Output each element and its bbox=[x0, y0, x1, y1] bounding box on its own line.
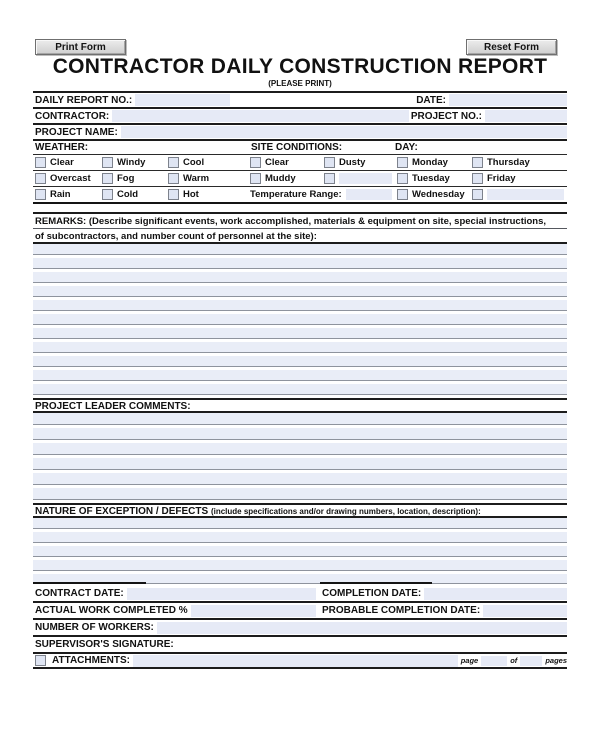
checkbox-site-other[interactable] bbox=[322, 173, 395, 184]
checkbox-site-dusty[interactable]: Dusty bbox=[322, 157, 395, 168]
contractor-label: CONTRACTOR: bbox=[35, 110, 110, 122]
actual-work-label: ACTUAL WORK COMPLETED % bbox=[35, 605, 188, 616]
completion-date-label: COMPLETION DATE: bbox=[322, 588, 422, 599]
row-project-name bbox=[33, 125, 567, 141]
row-spacer bbox=[230, 94, 414, 106]
exceptions-last-line[interactable] bbox=[33, 574, 567, 584]
exceptions-line[interactable] bbox=[33, 546, 567, 557]
checkbox-weather-windy[interactable]: Windy bbox=[100, 157, 166, 168]
temperature-range-label: Temperature Range: bbox=[250, 189, 342, 200]
checkbox-site-muddy[interactable]: Muddy bbox=[248, 173, 322, 184]
checkbox-icon[interactable] bbox=[250, 157, 261, 168]
page-title: CONTRACTOR DAILY CONSTRUCTION REPORT bbox=[52, 55, 548, 78]
checkbox-weather-hot[interactable]: Hot bbox=[166, 189, 248, 200]
comments-line[interactable] bbox=[33, 413, 567, 425]
attachments-checkbox-icon[interactable] bbox=[35, 655, 46, 666]
contract-date-label: CONTRACT DATE: bbox=[35, 588, 124, 599]
site-other-field[interactable] bbox=[339, 173, 392, 184]
attachments-label: ATTACHMENTS: bbox=[52, 655, 130, 666]
exceptions-lines bbox=[33, 518, 567, 584]
checkbox-icon[interactable] bbox=[324, 157, 335, 168]
remarks-line[interactable] bbox=[33, 314, 567, 325]
checkbox-day-monday[interactable]: Monday bbox=[395, 157, 470, 168]
daily-report-no-label: DAILY REPORT NO.: bbox=[35, 94, 133, 106]
of-word: of bbox=[510, 656, 518, 665]
exceptions-header-detail: (include specifications and/or drawing numbers, location, description): bbox=[210, 507, 481, 516]
pages-word: pages bbox=[545, 656, 567, 665]
checkbox-icon[interactable] bbox=[35, 173, 46, 184]
attachments-field[interactable] bbox=[133, 655, 458, 667]
exceptions-header-main: NATURE OF EXCEPTION / DEFECTS bbox=[35, 506, 211, 517]
comments-lines bbox=[33, 413, 567, 500]
underline-segment bbox=[33, 582, 146, 584]
checkbox-weather-cool[interactable]: Cool bbox=[166, 157, 248, 168]
remarks-header-line1: REMARKS: (Describe significant events, work accomplished, materials & equipment on site, special instructions, bbox=[33, 214, 567, 229]
checkbox-day-wednesday[interactable]: Wednesday bbox=[395, 189, 470, 200]
checkbox-icon[interactable] bbox=[324, 173, 335, 184]
weather-header: WEATHER: bbox=[35, 142, 89, 153]
completion-date-field[interactable] bbox=[424, 588, 567, 600]
checkbox-icon[interactable] bbox=[102, 189, 113, 200]
condition-row-2 bbox=[33, 171, 567, 187]
checkbox-weather-warm[interactable]: Warm bbox=[166, 173, 248, 184]
project-no-label: PROJECT NO.: bbox=[410, 110, 482, 122]
row-actual-work bbox=[33, 603, 567, 620]
comments-line[interactable] bbox=[33, 458, 567, 470]
checkbox-icon[interactable] bbox=[168, 157, 179, 168]
probable-completion-field[interactable] bbox=[483, 605, 567, 617]
row-daily-report bbox=[33, 93, 567, 109]
contract-date-field[interactable] bbox=[127, 588, 316, 600]
comments-line[interactable] bbox=[33, 443, 567, 455]
exceptions-line[interactable] bbox=[33, 518, 567, 529]
page-word: page bbox=[460, 656, 479, 665]
remarks-line[interactable] bbox=[33, 356, 567, 367]
checkbox-icon[interactable] bbox=[102, 157, 113, 168]
number-workers-field[interactable] bbox=[157, 622, 567, 634]
supervisor-signature-field[interactable] bbox=[177, 639, 567, 651]
row-supervisor-signature bbox=[33, 637, 567, 654]
section-gap bbox=[33, 204, 567, 212]
total-pages-field[interactable] bbox=[520, 656, 542, 666]
checkbox-day-tuesday[interactable]: Tuesday bbox=[395, 173, 470, 184]
checkbox-weather-fog[interactable]: Fog bbox=[100, 173, 166, 184]
remarks-line[interactable] bbox=[33, 328, 567, 339]
project-no-field[interactable] bbox=[485, 110, 567, 122]
checkbox-icon[interactable] bbox=[168, 173, 179, 184]
row-contractor bbox=[33, 109, 567, 125]
checkbox-icon[interactable] bbox=[35, 189, 46, 200]
probable-completion-label: PROBABLE COMPLETION DATE: bbox=[322, 605, 481, 616]
number-workers-label: NUMBER OF WORKERS: bbox=[35, 622, 154, 633]
checkbox-day-thursday[interactable]: Thursday bbox=[470, 157, 567, 168]
remarks-line[interactable] bbox=[33, 258, 567, 269]
row-attachments bbox=[33, 654, 567, 669]
checkbox-icon[interactable] bbox=[35, 157, 46, 168]
day-other-field[interactable] bbox=[487, 189, 564, 200]
remarks-line[interactable] bbox=[33, 384, 567, 395]
comments-header: PROJECT LEADER COMMENTS: bbox=[33, 398, 567, 413]
remarks-line[interactable] bbox=[33, 300, 567, 311]
row-condition-headers bbox=[33, 141, 567, 155]
contractor-field[interactable] bbox=[112, 110, 409, 122]
checkbox-weather-overcast[interactable]: Overcast bbox=[33, 173, 100, 184]
remarks-line[interactable] bbox=[33, 370, 567, 381]
remarks-lines bbox=[33, 244, 567, 395]
checkbox-weather-rain[interactable]: Rain bbox=[33, 189, 100, 200]
condition-row-3 bbox=[33, 187, 567, 204]
checkbox-icon[interactable] bbox=[102, 173, 113, 184]
project-name-label: PROJECT NAME: bbox=[35, 126, 118, 138]
remarks-header-line2: of subcontractors, and number count of personnel at the site): bbox=[33, 229, 567, 244]
checkbox-icon[interactable] bbox=[397, 173, 408, 184]
remarks-line[interactable] bbox=[33, 286, 567, 297]
remarks-line[interactable] bbox=[33, 342, 567, 353]
exceptions-header bbox=[33, 503, 567, 518]
site-conditions-header: SITE CONDITIONS: bbox=[251, 142, 343, 153]
checkbox-icon[interactable] bbox=[168, 189, 179, 200]
comments-line[interactable] bbox=[33, 428, 567, 440]
remarks-section bbox=[33, 212, 567, 244]
checkbox-icon[interactable] bbox=[250, 173, 261, 184]
row-contract-date bbox=[33, 586, 567, 603]
temperature-range-field[interactable] bbox=[346, 189, 392, 200]
checkbox-site-clear[interactable]: Clear bbox=[248, 157, 322, 168]
page-number-field[interactable] bbox=[481, 656, 507, 666]
checkbox-day-friday[interactable]: Friday bbox=[470, 173, 567, 184]
daily-report-no-field[interactable] bbox=[135, 94, 230, 106]
checkbox-day-other[interactable] bbox=[470, 189, 567, 200]
reset-form-button[interactable]: Reset Form bbox=[466, 39, 557, 55]
temperature-range-group bbox=[248, 189, 395, 200]
checkbox-icon[interactable] bbox=[472, 157, 483, 168]
checkbox-icon[interactable] bbox=[472, 189, 483, 200]
date-label: DATE: bbox=[416, 94, 446, 106]
date-field[interactable] bbox=[449, 94, 567, 106]
row-number-workers bbox=[33, 620, 567, 637]
project-name-field[interactable] bbox=[121, 126, 567, 138]
print-form-button[interactable]: Print Form bbox=[35, 39, 126, 55]
exceptions-line[interactable] bbox=[33, 532, 567, 543]
underline-segment bbox=[320, 582, 432, 584]
comments-line[interactable] bbox=[33, 473, 567, 485]
comments-line[interactable] bbox=[33, 488, 567, 500]
checkbox-icon[interactable] bbox=[397, 157, 408, 168]
remarks-line[interactable] bbox=[33, 244, 567, 255]
supervisor-signature-label: SUPERVISOR'S SIGNATURE: bbox=[35, 639, 174, 650]
checkbox-icon[interactable] bbox=[397, 189, 408, 200]
exceptions-line[interactable] bbox=[33, 560, 567, 571]
remarks-line[interactable] bbox=[33, 272, 567, 283]
checkbox-weather-cold[interactable]: Cold bbox=[100, 189, 166, 200]
day-header: DAY: bbox=[395, 142, 418, 153]
condition-row-1 bbox=[33, 155, 567, 171]
actual-work-field[interactable] bbox=[191, 605, 316, 617]
checkbox-weather-clear[interactable]: Clear bbox=[33, 157, 100, 168]
page-subtitle: (PLEASE PRINT) bbox=[268, 79, 332, 88]
checkbox-icon[interactable] bbox=[472, 173, 483, 184]
form-body bbox=[33, 91, 567, 669]
